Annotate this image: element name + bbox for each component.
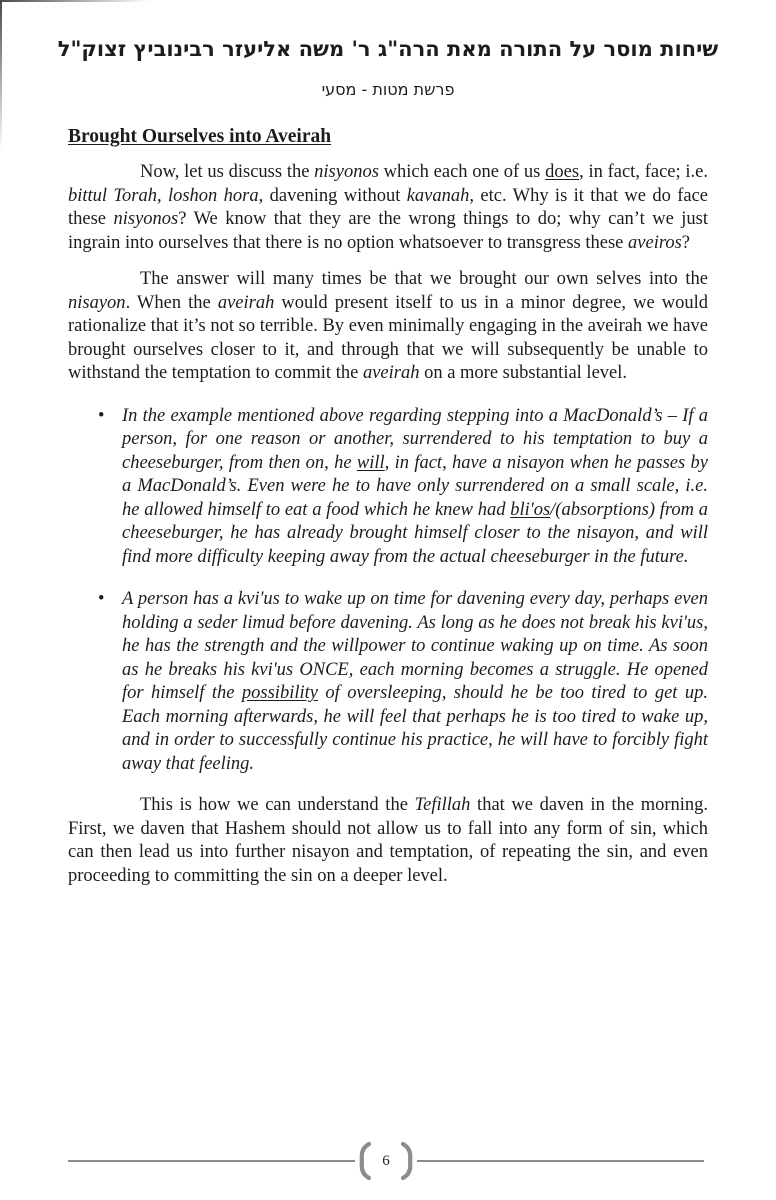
hebrew-title: שיחות מוסר על התורה מאת הרה"ג ר' משה אליעזר רבינוביץ זצוק"ל [57, 37, 719, 61]
text-run: bli'os [510, 499, 551, 520]
text-run: bittul Torah, loshon hora [68, 185, 259, 206]
bullet-item [68, 588, 708, 776]
text-run: nisayon [68, 292, 126, 313]
text-run: A person has a kvi'us to wake up on time for davening every day, perhaps even holding a seder limud before davening. As long as he does not break his kvi'us, he has the strength and the willpower to continue waking up on time. As soon as he breaks his kvi'us ONCE, each morning becomes a struggle. He opened for himself the [122, 589, 708, 704]
text-run: aveirah [217, 292, 275, 313]
scan-edge-top [0, 0, 150, 2]
text-run: , davening without [258, 185, 407, 206]
bullet-item [68, 405, 708, 570]
left-bracket-icon [358, 1141, 371, 1181]
section-heading: Brought Ourselves into Aveirah [68, 126, 332, 148]
text-run: . When the [125, 292, 218, 313]
page-footer [68, 1141, 704, 1181]
page-number: 6 [382, 1152, 390, 1169]
paragraph [68, 161, 708, 255]
text-run: ? [681, 232, 691, 253]
content [68, 161, 708, 888]
text-run: , in fact, face; i.e. [579, 162, 708, 183]
document-body [68, 126, 708, 888]
text-run: of oversleeping, should he be too tired to get up. Each morning afterwards, he will feel that perhaps he is too tired to wake up, and in order to successfully continue his practice, he will have to forcibly fight away that feeling. [122, 683, 708, 774]
text-run: This is how we can understand the [140, 795, 415, 816]
text-run: aveirah [362, 363, 420, 384]
hebrew-subtitle: פרשת מטות - מסעי [321, 80, 455, 100]
text-run: , in fact, have a nisayon when he passes by a MacDonald’s. Even were he to have only surrendered on a small scale, i.e. he allowed himself to eat a food which he knew had [122, 452, 708, 520]
text-run: possibility [241, 683, 318, 704]
text-run: Now, let us discuss the [140, 162, 315, 183]
text-run: kavanah [406, 185, 470, 206]
text-run: that we daven in the morning. First, we daven that Hashem should not allow us to fall into any form of sin, which can then lead us into further nisayon and temptation, of repeating the sin, and even proceeding to committing the sin on a deeper level. [68, 795, 709, 886]
document-header [0, 0, 776, 99]
text-run: Tefillah [414, 795, 471, 816]
text-run: would present itself to us in a minor degree, we would rationalize that it’s not so terrible. By even minimally engaging in the aveirah we have brought ourselves closer to it, and through that we will subsequently be unable to withstand the temptation to commit the [68, 292, 708, 384]
text-run: on a more substantial level. [419, 363, 628, 384]
text-run: /(absorptions) from a cheeseburger, he has already brought himself closer to the nisayon, and will find more difficulty keeping away from the actual cheeseburger in the future. [122, 499, 708, 567]
right-bracket-icon [401, 1141, 414, 1181]
bullet-text [122, 588, 708, 776]
bullet-marker-icon: • [98, 589, 105, 610]
text-run: The answer will many times be that we brought our own selves into the [140, 269, 708, 290]
text-run: will [356, 452, 385, 473]
bullet-marker-icon: • [98, 405, 105, 426]
footer-rule-right [417, 1160, 704, 1162]
text-run: In the example mentioned above regarding stepping into a MacDonald’s – If a person, for one reason or another, surrendered to his temptation to buy a cheeseburger, from then on, he [122, 405, 708, 473]
paragraph [68, 268, 708, 386]
text-run: nisyonos [113, 209, 179, 230]
text-run: ? We know that they are the wrong things to do; why can’t we just ingrain into ourselves that there is no option whatsoever to transgress these [68, 209, 708, 253]
scan-edge-left [0, 0, 2, 150]
paragraph [68, 794, 708, 888]
text-run: nisyonos [314, 162, 379, 183]
text-run: does [545, 162, 580, 183]
text-run: , etc. Why is it that we do face these [68, 185, 709, 230]
bullet-text [122, 405, 708, 570]
text-run: aveiros [628, 232, 682, 253]
text-run: which each one of us [378, 162, 546, 183]
footer-rule-left [68, 1160, 355, 1162]
